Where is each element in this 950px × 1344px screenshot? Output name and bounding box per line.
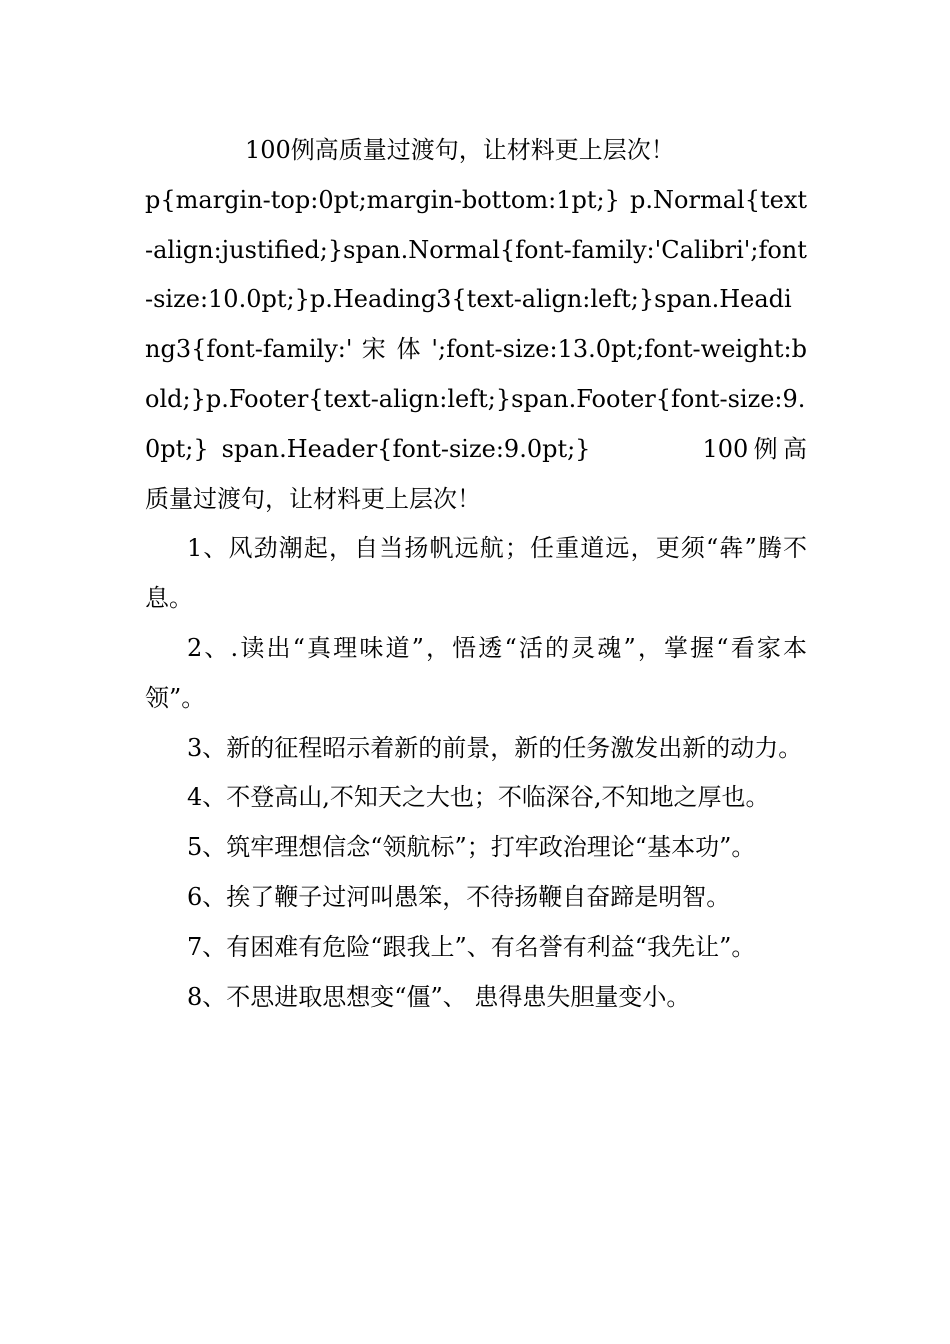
document-title: 100例高质量过渡句，让材料更上层次！ — [245, 136, 675, 164]
list-item: 7、有困难有危险“跟我上”、有名誉有利益“我先让”。 — [187, 932, 756, 961]
css-style-block — [145, 176, 807, 525]
list-item: 8、不思进取思想变“僵”、 患得患失胆量变小。 — [187, 982, 691, 1011]
document-page — [145, 126, 807, 1022]
list-item: 5、筑牢理想信念“领航标”；打牢政治理论“基本功”。 — [187, 833, 756, 862]
css-style-text: p{margin-top:0pt;margin-bottom:1pt;} p.Normal{text-align:justified;}span.Normal{font-family:'Calibri';font-size:10.0pt;}p.Heading3{text-align:left;}span.Heading3{font-family:' 宋 体 ';font-size:13.0pt;font-weight:bold;}p.Footer{text-align:left;}span.Footer{font-size:9.0pt;} span.Header{font-size:9.0pt;} — [145, 185, 807, 463]
list-item: 4、不登高山,不知天之大也；不临深谷,不知地之厚也。 — [187, 783, 770, 812]
list-item: 2、.读出“真理味道”，悟透“活的灵魂”，掌握“看家本领”。 — [145, 633, 807, 712]
list-item: 3、新的征程昭示着新的前景，新的任务激发出新的动力。 — [187, 733, 803, 762]
document-title-repeat: 100例高质量过渡句，让材料更上层次！ — [145, 434, 807, 513]
list-item: 6、挨了鞭子过河叫愚笨，不待扬鞭自奋蹄是明智。 — [187, 882, 731, 911]
list-item: 1、风劲潮起，自当扬帆远航；任重道远，更须“犇”腾不息。 — [145, 534, 807, 613]
